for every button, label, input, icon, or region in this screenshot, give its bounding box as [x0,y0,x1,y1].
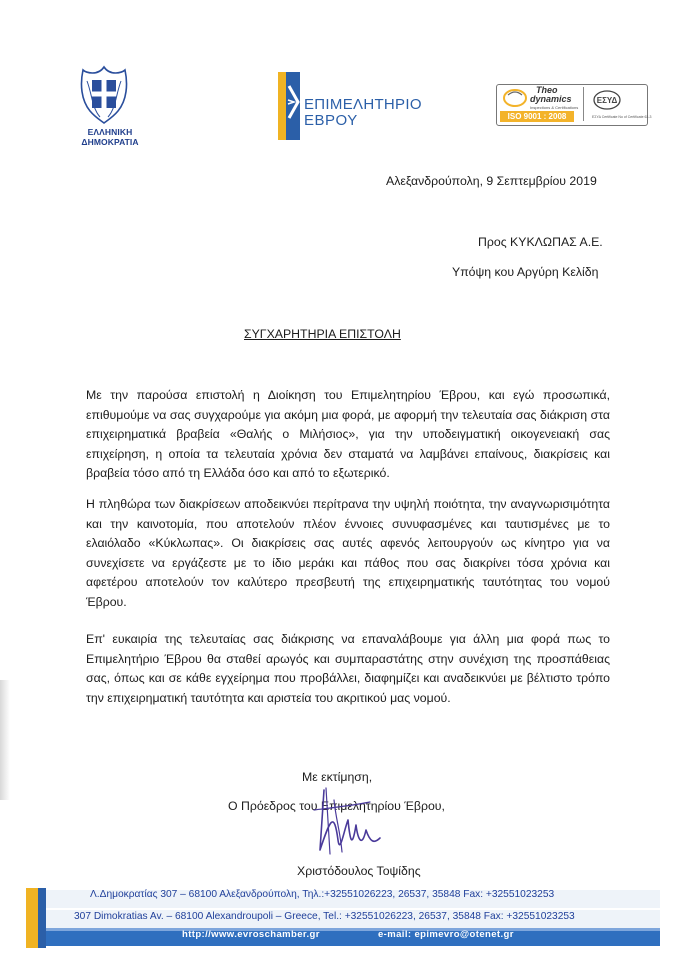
attention-line: Υπόψη κου Αργύρη Κελίδη [452,265,599,279]
greek-republic-emblem-icon [78,64,130,126]
signer-name: Χριστόδουλος Τοψίδης [297,864,421,878]
footer-website-link[interactable]: http://www.evroschamber.gr [182,929,320,940]
cert-brand-line1: Theo [536,85,558,95]
paragraph-2: Η πληθώρα των διακρίσεων αποδεικνύει περίτρανα την υψηλή ποιότητα, την αναγνωρισιμότητα και την καινοτομία, που αποτελούν πλέον έννοιες συνυφασμένες και ταυτισμένες με το ελαιόλαδο «Κύκλωπας». Οι διακρίσεις σας αυτές αφενός λειτουργούν ως κίνητρο για να συνεχίσετε να εργάζεστε με το ίδιο μεράκι και πάθος που σας διακρίνει τόσα χρόνια και αφετέρου αποτελούν τον καλύτερο πρεσβευτή της επιχειρηματικής ταυτότητας του νομού Έβρου. [86,497,610,609]
chamber-logo-icon [276,72,302,140]
theo-dynamics-logo-icon [502,87,528,109]
letter-title: ΣΥΓΧΑΡΗΤΗΡΙΑ ΕΠΙΣΤΟΛΗ [244,327,401,341]
letter-date: Αλεξανδρούπολη, 9 Σεπτεμβρίου 2019 [386,174,597,188]
scan-shadow [0,680,10,800]
closing: Με εκτίμηση, [302,770,373,784]
cert-brand-line2: dynamics [530,94,572,104]
iso-label: ISO 9001 : 2008 [500,111,574,122]
esyd-note: ΕΣΥΔ Certificate No of Certificate 63-3 [592,115,652,119]
footer-address-english: 307 Dimokratias Av. – 68100 Alexandroupoli – Greece, Tel.: +32551026223, 26537, 35848 Fax: +32551023253 [74,911,575,922]
recipient: Προς ΚΥΚΛΩΠΑΣ Α.Ε. [478,235,603,249]
chamber-region: ΕΒΡΟΥ [304,112,358,129]
paragraph-1: Με την παρούσα επιστολή η Διοίκηση του Επιμελητηρίου Έβρου, και εγώ προσωπικά, επιθυμούμε να σας συγχαρούμε για ακόμη μια φορά, με αφορμή την τελευταία σας διάκριση στα επιχειρηματικά βραβεία «Θαλής ο Μιλήσιος», για την υποδειγματική οικογενειακή σας επιχείρηση, η οποία τα τελευταία χρόνια δεν σταματά να λαμβάνει επαίνους, διακρίσεις και βραβεία τόσο από τη Ελλάδα όσο και από το εξωτερικό. [86,388,610,481]
signer-title: Ο Πρόεδρος του Επιμελητηρίου Έβρου, [228,799,445,813]
chamber-name: ΕΠΙΜΕΛΗΤΗΡΙΟ [304,96,422,113]
footer-address-greek: Λ.Δημοκρατίας 307 – 68100 Αλεξανδρούπολη, Τηλ.:+32551026223, 26537, 35848 Fax: +32551023253 [90,889,555,900]
cert-subtitle: Inspections & Certifications [530,105,579,110]
footer-email-link[interactable]: e-mail: epimevro@otenet.gr [378,929,514,940]
paragraph-3: Επ' ευκαιρία της τελευταίας σας διάκρισης να επαναλάβουμε για άλλη μια φορά πως το Επιμελητήριο Έβρου θα σταθεί αρωγός και συμπαραστάτης στην συνέχιση της προσπάθειας σας, όπως και σε κάθε εγχείρημα που προβάλλει, διαφημίζει και αναδεικνύει με βέλτιστο τρόπο την επιχειρηματική ταυτότητα και αριστεία του ακριτικού μας νομού. [86,632,610,705]
republic-label: ΕΛΛΗΝΙΚΗ ΔΗΜΟΚΡΑΤΙΑ [81,127,139,147]
cert-divider [583,87,584,121]
handwritten-signature [300,780,395,870]
esyd-logo-icon [592,87,622,117]
svg-text:ΕΣΥΔ: ΕΣΥΔ [596,96,618,105]
